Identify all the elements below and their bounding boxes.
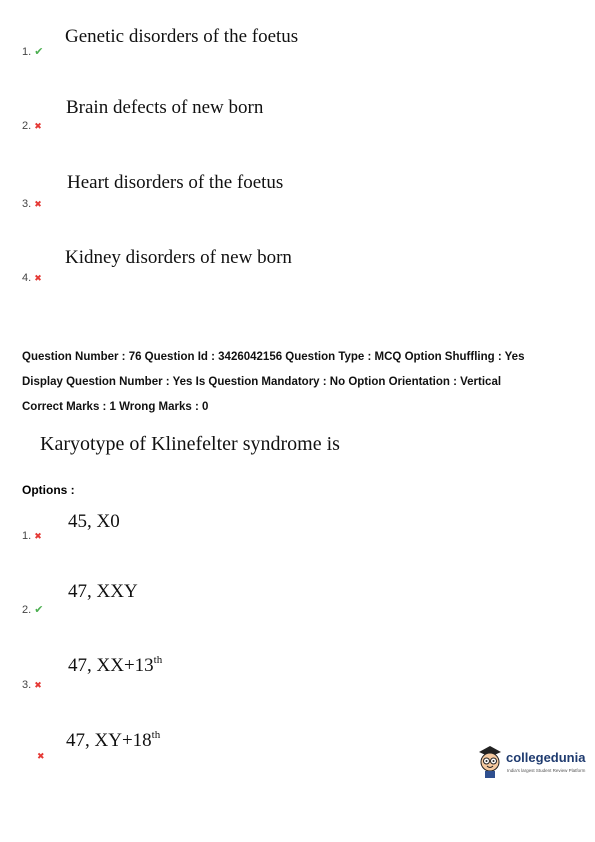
option-text: Brain defects of new born <box>66 97 264 118</box>
check-icon: ✔ <box>34 46 44 58</box>
question-text: Karyotype of Klinefelter syndrome is <box>40 433 340 455</box>
option-superscript: th <box>153 654 163 666</box>
option-text: 45, X0 <box>68 511 120 532</box>
question-meta-line3: Correct Marks : 1 Wrong Marks : 0 <box>22 401 209 413</box>
option-main-text: 47, XX+13 <box>68 655 154 676</box>
option-number <box>22 603 43 616</box>
question-meta-line2: Display Question Number : Yes Is Question Mandatory : No Option Orientation : Vertical <box>22 376 502 388</box>
option-number <box>22 530 42 542</box>
option-index: 1. <box>22 46 32 58</box>
cross-icon: ✖ <box>34 531 42 541</box>
cross-icon: ✖ <box>34 680 42 690</box>
option-text <box>66 730 160 752</box>
option-number <box>22 679 42 691</box>
cross-icon: ✖ <box>37 751 45 761</box>
cross-icon: ✖ <box>34 273 42 283</box>
option-superscript: th <box>151 729 161 741</box>
option-index: 3. <box>22 198 32 210</box>
option-number <box>22 45 43 58</box>
options-label: Options : <box>22 483 75 497</box>
option-index: 2. <box>22 604 32 616</box>
cross-icon: ✖ <box>34 121 42 131</box>
option-number <box>22 272 42 284</box>
option-text: Heart disorders of the foetus <box>67 172 284 193</box>
option-main-text: 47, XY+18 <box>66 730 152 751</box>
option-index: 1. <box>22 530 32 542</box>
option-number <box>22 120 42 132</box>
option-number <box>34 750 45 762</box>
option-text: Genetic disorders of the foetus <box>65 26 299 47</box>
mascot-icon <box>476 744 504 780</box>
option-text: Kidney disorders of new born <box>65 247 292 268</box>
collegedunia-logo <box>476 744 588 780</box>
option-index: 3. <box>22 679 32 691</box>
option-index: 2. <box>22 120 32 132</box>
option-index: 4. <box>22 272 32 284</box>
option-text: 47, XXY <box>68 581 138 602</box>
question-meta-line1: Question Number : 76 Question Id : 3426042156 Question Type : MCQ Option Shuffling : Yes <box>22 351 525 363</box>
logo-tagline: India's largest Student Review Platform <box>507 768 586 773</box>
logo-brand: collegedunia <box>506 750 586 765</box>
option-text <box>68 655 162 677</box>
cross-icon: ✖ <box>34 199 42 209</box>
option-number <box>22 198 42 210</box>
check-icon: ✔ <box>34 604 44 616</box>
